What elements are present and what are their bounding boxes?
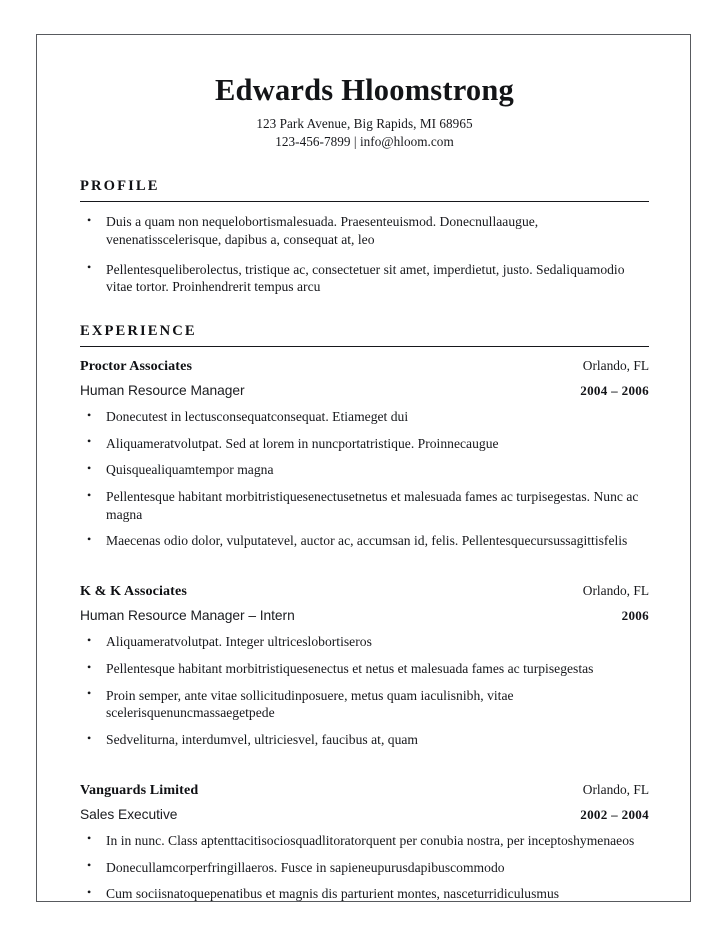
experience-bullet-list [80,633,649,748]
company-location: Orlando, FL [582,583,649,599]
list-item: • Aliquameratvolutpat. Sed at lorem in nuncportatristique. Proinnecaugue [80,435,649,453]
list-item: • Pellentesque habitant morbitristiquesenectusetnetus et malesuada fames ac turpisegestas. Nunc ac magna [80,488,649,523]
experience-title-row [80,806,649,824]
list-item: • Donecullamcorperfringillaeros. Fusce in sapieneupurusdapibuscommodo [80,859,649,877]
job-dates: 2006 [621,608,649,624]
company-name: Proctor Associates [80,357,193,374]
list-item: • Sedveliturna, interdumvel, ultriciesvel, faucibus at, quam [80,731,649,749]
candidate-name: Edwards Hloomstrong [215,73,514,107]
job-title: Sales Executive [80,807,178,823]
section-experience [80,323,649,903]
experience-company-row [80,357,649,375]
section-divider-profile [80,201,649,202]
list-item: • Quisquealiquamtempor magna [80,461,649,479]
resume-header [80,35,649,150]
experience-entry [80,582,649,749]
section-divider-experience [80,346,649,347]
candidate-address: 123 Park Avenue, Big Rapids, MI 68965 [256,116,473,132]
candidate-contact: 123-456-7899 | info@hloom.com [275,133,454,149]
company-location: Orlando, FL [582,357,649,373]
company-name: Vanguards Limited [80,781,199,798]
list-item: • Cum sociisnatoquepenatibus et magnis dis parturient montes, nasceturridiculusmus [80,885,649,903]
experience-bullet-list [80,832,649,903]
profile-bullet-list [80,213,649,296]
experience-entry [80,781,649,903]
experience-title-row [80,382,649,400]
experience-company-row [80,582,649,600]
list-item: • Aliquameratvolutpat. Integer ultriceslobortiseros [80,633,649,651]
list-item: • Pellentesqueliberolectus, tristique ac, consectetuer sit amet, imperdietut, justo. Sedaliquamodio vitae tortor. Proinhendrerit tempus arcu [80,261,649,296]
experience-title-row [80,607,649,625]
job-dates: 2004 – 2006 [580,383,649,399]
section-profile [80,178,649,296]
job-title: Human Resource Manager [80,383,245,399]
section-title-profile: PROFILE [80,178,160,195]
resume-page [36,34,691,902]
section-title-experience: EXPERIENCE [80,322,197,339]
list-item: • Duis a quam non nequelobortismalesuada. Praesenteuismod. Donecnullaaugue, venenatisscelerisque, dapibus a, consequat at, leo [80,213,649,248]
resume-content [80,35,649,903]
list-item: • In in nunc. Class aptenttacitisociosquadlitoratorquent per conubia nostra, per inceptoshymenaeos [80,832,649,850]
experience-bullet-list [80,408,649,550]
list-item: • Proin semper, ante vitae sollicitudinposuere, metus quam iaculisnibh, vitae scelerisquenuncmassaegetpede [80,687,649,722]
experience-entry [80,357,649,550]
list-item: • Donecutest in lectusconsequatconsequat. Etiameget dui [80,408,649,426]
list-item: • Maecenas odio dolor, vulputatevel, auctor ac, accumsan id, felis. Pellentesquecursussagittisfelis [80,532,649,550]
company-location: Orlando, FL [582,781,649,797]
company-name: K & K Associates [80,583,187,600]
list-item: • Pellentesque habitant morbitristiquesenectus et netus et malesuada fames ac turpisegestas [80,660,649,678]
job-title: Human Resource Manager – Intern [80,608,295,624]
job-dates: 2002 – 2004 [580,807,649,823]
experience-company-row [80,781,649,799]
